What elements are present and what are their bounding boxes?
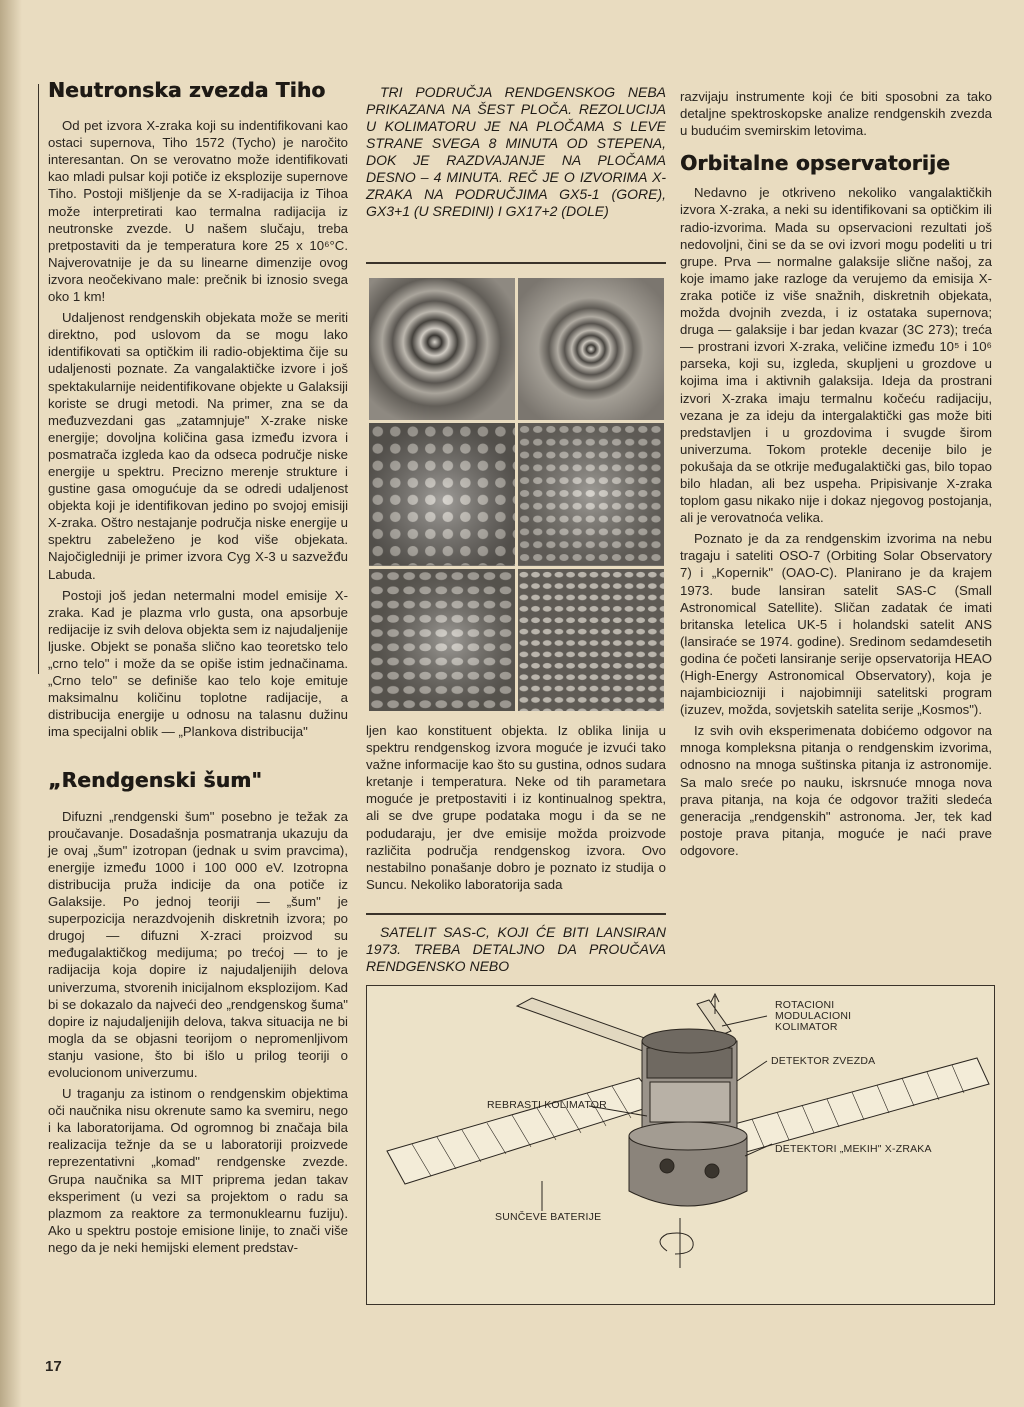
paragraph: U traganju za istinom o rendgenskim objektima oči naučnika nisu okrenute samo ka svemiru, nego i ka laboratorijama. Od ogromnog bi značaja bila realizacija težnje da se u laboratoriji proizvede reprezentativni „komad" rendgenske zvezde. Grupa naučnika sa MIT priprema jedan takav eksperiment (u vezi sa projektom o radu sa plazmom za reaktore za termonuklearnu fuziju). Ako u spektru postoje emisione linije, to znači više nego da je neki hemijski element predstav- — [48, 1086, 348, 1255]
column-2 — [366, 84, 666, 224]
label-star-detector: DETEKTOR ZVEZDA — [771, 1055, 876, 1067]
photo-caption: TRI PODRUČJA RENDGENSKOG NEBA PRIKAZANA NA ŠEST PLOČA. REZOLUCIJA U KOLIMATORU JE NA PLOČAMA S LEVE STRANE SVEGA 8 MINUTA OD STEPENA, DOK JE RAZDVAJANJE NA PLOČAMA DESNO – 4 MINUTA. REČ JE O IZVORIMA X-ZRAKA NA PODRUČJIMA GX5-1 (GORE), GX3+1 (U SREDINI) I GX17+2 (DOLE) — [366, 84, 666, 219]
paragraph: ljen kao konstituent objekta. Iz oblika linija u spektru rendgenskog izvora moguće je izvući tako važne informacije kao što su gustina, odnos sudara kretanje i temperatura. Neke od tih parametara moguće je pretpostaviti i iz kontinualnog spektra, ali se dve grupe podataka mogu i da se ne podudaraju, jer dve emisije možda proizvode različita područja rendgenskog izvora. Ovo nestabilno ponašanje dobro je poznato iz studija o Suncu. Nekoliko laboratorija sada — [366, 723, 666, 892]
label-soft-xray-detectors: DETEKTORI „MEKIH" X-ZRAKA — [775, 1143, 932, 1155]
page-binding-shadow — [0, 0, 22, 1407]
paragraph: Od pet izvora X-zraka koji su indentifikovani kao ostaci supernova, Tiho 1572 (Tycho) je naročito interesantan. On se verovatno može identifikovati kao mladi pulsar koji potiče iz eksplozije supernove Tiho. Postoji mišljenje da se X-radijacija iz Tihoa može interpretirati kao termalna radijacija iz neutronske zvezde. U našem slučaju, treba pretpostaviti da je temperatura kore 25 x 10⁶°C. Najverovatnije je da su linearne dimenzije ovog izvora neočekivano male: prečnik bi iznosio svega oko 1 km! — [48, 118, 348, 305]
paragraph: Iz svih ovih eksperimenata dobićemo odgovor na mnoga kompleksna pitanja o rendgenskim izvorima, odnosno na mnoga suštinska pitanja iz astronomije. Sa malo sreće po nauku, iskrsnuće mnoga nova prava pitanja, na koja će odgovor tražiti sledeća generacija „rendgenskih" astronoma. Jer, tek kad postoje prava pitanja, moguće je naći prave odgovore. — [680, 723, 992, 858]
paragraph: Postoji još jedan netermalni model emisije X-zraka. Kad je plazma vrlo gusta, ona apsorbuje redijacije iz svih delova objekta sem iz najudaljenije ljuske. Objekt se ponaša slično kao teoretsko telo „crno telo" i može da se opiše istim jednačinama. „Crno telo" se definiše kao telo koje emituje maksimalnu količinu toplotne radijacije, a distribucija energije u odnosu na talasnu dužinu ima specijalni oblik — „Plankova distribucija" — [48, 587, 348, 740]
column-2-body — [366, 722, 666, 897]
satellite-caption-rule — [366, 913, 666, 915]
xray-plate-gx3-1-right — [518, 423, 664, 565]
xray-plate-gx5-1-right — [518, 278, 664, 420]
satellite-caption-box — [366, 924, 666, 979]
paragraph: razvijaju instrumente koji će biti sposobni za tako detaljne spektroskopske analize rendgenskih zvezda u budućim svemirskim letovima. — [680, 89, 992, 139]
label-solar-panels: SUNČEVE BATERIJE — [495, 1211, 602, 1223]
satellite-caption: SATELIT SAS-C, KOJI ĆE BITI LANSIRAN 1973. TREBA DETALJNO DA PROUČAVA RENDGENSKO NEBO — [366, 924, 666, 974]
page-number: 17 — [45, 1358, 62, 1375]
xray-plate-gx17-2-left — [369, 569, 515, 711]
section-title-orbital-observatories: Orbitalne opservatorije — [680, 151, 950, 176]
paragraph: Nedavno je otkriveno nekoliko vangalaktičkih izvora X-zraka, a neki su identifikovani sa optičkim ili radio-izvorima. Mada su opservacioni rezultati još nedovoljni, čini se da se ovi izvori mogu podeliti u tri grupe. Prva — normalne galaksije slične našoj, za koje imamo jake razloge da verujemo da emisija X-zraka potiče iz više snažnih, diskretnih objekata, možda dvojnih zvezda, i iz ostataka supernova; druga — galaksije i bar jedan kvazar (3C 273); treća — prostrani izvori X-zraka, veličine između 10⁵ i 10⁶ parseka, koji su, izgleda, skupljeni u grozdove u kojima ima i aktivnih galaksija. Ideja da prostrani izvori X-zraka imaju termalnu kočeću radijaciju, vezana je za ideju da intergalaktički gas može biti predstavljen i u grozdovima i svugde širom univerzuma. Tokom protekle decenije bilo je pokušaja da se otkrije međugalaktički gas, bilo topao bilo hladan, ali bez uspeha. Pripisivanje X-zraka toplom gasu nikako nije i dokaz njegovog postojanja, ali je verovatnoća velika. — [680, 185, 992, 526]
caption-rule — [366, 262, 666, 264]
satellite-diagram — [366, 985, 995, 1305]
section-title-neutron-star: Neutronska zvezda Tiho — [48, 78, 326, 102]
paragraph: Poznato je da za rendgenskim izvorima na nebu tragaju i sateliti OSO-7 (Orbiting Solar Observatory 7) i „Kopernik" (OAO-C). Planirano je da krajem 1973. bude lansiran satelit SAS-C (Small Astronomical Satellite). Sličan zadatak će imati britanska letelica UK-5 i holandski satelit ANS (lansiraće se 1974. godine). Sredinom sedamdesetih godina će početi lansiranje serije opservatorija HEAO (High-Energy Astronomical Observatory), koja je najambiciozniji i najobimniji satelitski program (izuzev, možda, sovjetskih satelita serije „Kosmos"). — [680, 531, 992, 718]
paragraph: Difuzni „rendgenski šum" posebno je težak za proučavanje. Dosadašnja posmatranja ukazuju da je ovaj „šum" izotropan (jednak u svim pravcima), energije između 1000 i 100 000 eV. Izotropna distribucija pruža indicije da ona potiče iz Galaksije. Po jednoj teoriji — „šum" je superpozicija nerazdvojenih diskretnih izvora; po drugoj — difuzni X-zraci proizvod su međugalaktičkog medijuma; po trećoj — to je radijacija koja dopire iz najudaljenijih delova univerzuma, stvorenih inicijalnom eksplozijom. Kad bi se dokazalo da najveći deo „rendgenskog šuma" dopire iz najudaljenijih delova, takva situacija ne bi mogla da se objasni teorijom o nepromenljivom stanju vasione, što bi išlo u prilog teoriji o evolucionom univerzumu. — [48, 808, 348, 1080]
column1-rule — [38, 84, 39, 674]
label-ribbed-collimator: REBRASTI KOLIMATOR — [487, 1099, 607, 1111]
xray-sky-plates — [369, 278, 664, 711]
xray-plate-gx5-1-left — [369, 278, 515, 420]
xray-plate-gx17-2-right — [518, 569, 664, 711]
xray-plate-gx3-1-left — [369, 423, 515, 565]
column-1 — [48, 78, 348, 1260]
column-3 — [680, 88, 992, 863]
label-rotating-collimator: ROTACIONI MODULACIONI KOLIMATOR — [775, 999, 852, 1033]
paragraph: Udaljenost rendgenskih objekata može se meriti direktno, pod uslovom da se mogu lako identifikovati sa optičkim ili radio-objektima čije su udaljenosti poznate. Za vangalaktičke izvore i još spektakularnije neidentifikovane objekte u Galaksiji koriste se drugi metodi. Na primer, zna se da međuzvezdani gas „zatamnjuje" X-zrake niske energije; dovoljna količina gasa između izvora i posmatrača izgleda kao da odseca područje niske energije u spektru. Precizno merenje strukture i gustine gasa omogućuje da se odredi udaljenost objekta koji je identifikovan jedino po svojoj emisiji X-zraka. Oštro nestajanje područja niske energije u spektru zabeleženo je kod više objekata. Najočigledniji je primer izvora Cyg X-3 u sazvežđu Labuda. — [48, 310, 348, 582]
section-title-xray-noise: „Rendgenski šum" — [48, 768, 263, 793]
